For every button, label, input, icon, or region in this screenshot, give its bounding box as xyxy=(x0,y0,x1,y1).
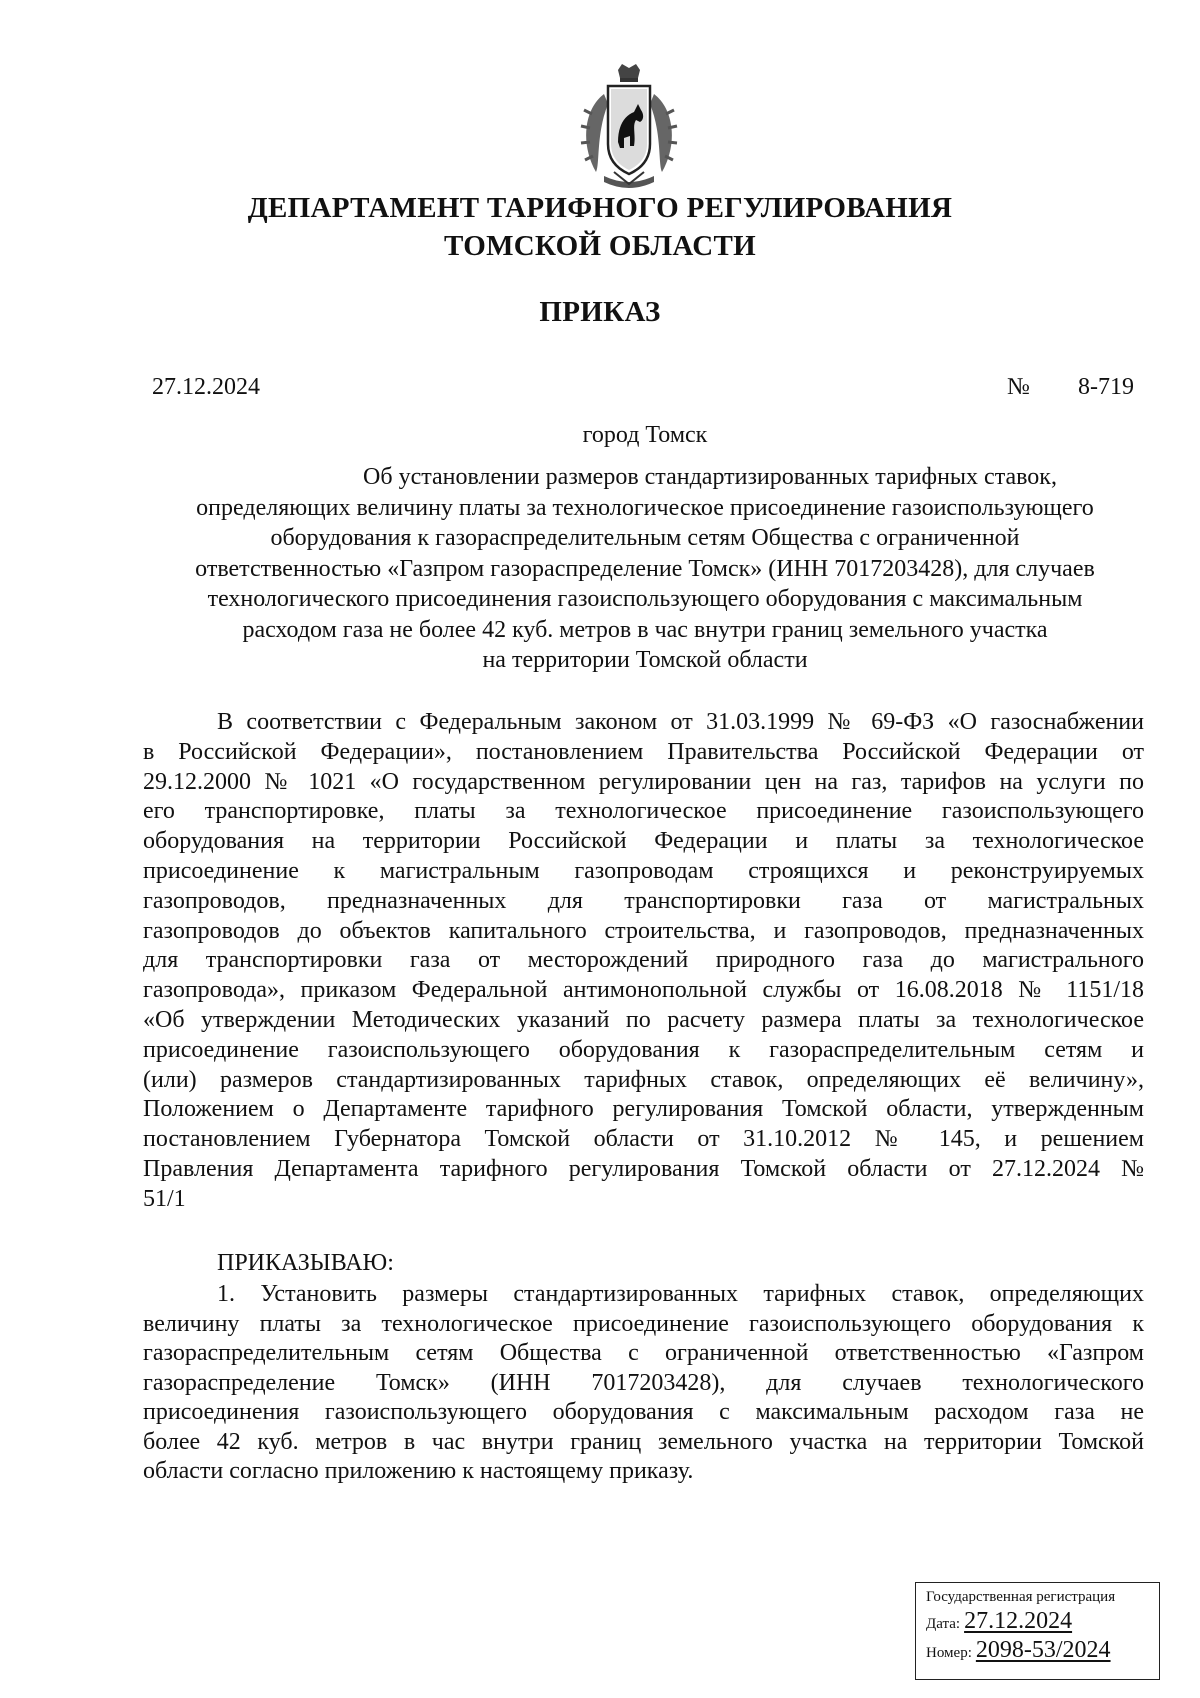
department-name-line2: ТОМСКОЙ ОБЛАСТИ xyxy=(444,230,756,262)
department-name-line1: ДЕПАРТАМЕНТ ТАРИФНОГО РЕГУЛИРОВАНИЯ xyxy=(247,192,953,224)
item-line: газораспределение Томск» (ИНН 7017203428), для случаев технологического xyxy=(143,1369,1144,1396)
city-name: город Томск xyxy=(582,422,708,448)
stamp-date-label: Дата: xyxy=(926,1616,961,1632)
title-line: определяющих величину платы за технологическое присоединение газоиспользующего xyxy=(196,494,1094,521)
title-line: ответственностью «Газпром газораспределение Томск» (ИНН 7017203428), для случаев xyxy=(195,555,1095,582)
preamble-line: присоединение к магистральным газопроводам строящихся и реконструируемых xyxy=(143,857,1144,884)
preamble-line: В соответствии с Федеральным законом от 31.03.1999 № 69-ФЗ «О газоснабжении xyxy=(217,709,1144,735)
preamble-line: постановлением Губернатора Томской области от 31.10.2012 № 145, и решением xyxy=(143,1126,1144,1153)
order-item-1 xyxy=(143,1280,1144,1487)
preamble-line: 29.12.2000 № 1021 «О государственном регулировании цен на газ, тарифов на услуги по xyxy=(143,768,1144,795)
preamble-line: газопровода», приказом Федеральной антимонопольной службы от 16.08.2018 № 1151/18 xyxy=(143,977,1144,1004)
crest-svg xyxy=(574,64,684,192)
title-line: технологического присоединения газоиспользующего оборудования с максимальным xyxy=(207,586,1083,612)
title-line: Об установлении размеров стандартизированных тарифных ставок, xyxy=(363,464,1057,490)
title-line: расходом газа не более 42 куб. метров в час внутри границ земельного участка xyxy=(242,616,1048,643)
registration-stamp xyxy=(915,1582,1160,1680)
preamble-line: Положением о Департаменте тарифного регулирования Томской области, утвержденным xyxy=(143,1096,1144,1123)
title-line: на территории Томской области xyxy=(482,647,808,673)
order-title xyxy=(140,462,1150,676)
stamp-number-row xyxy=(926,1637,1151,1664)
document-type: ПРИКАЗ xyxy=(539,296,661,328)
preamble-line: газопроводов, предназначенных для транспортировки газа от магистральных xyxy=(143,887,1144,914)
preamble-line: «Об утверждении Методических указаний по расчету размера платы за технологическое xyxy=(143,1006,1144,1033)
item-line: величину платы за технологическое присоединение газоиспользующего оборудования к xyxy=(143,1310,1144,1337)
item-line: присоединения газоиспользующего оборудования с максимальным расходом газа не xyxy=(143,1399,1144,1425)
orders-heading: ПРИКАЗЫВАЮ: xyxy=(217,1250,394,1276)
item-line: более 42 куб. метров в час внутри границ земельного участка на территории Томской xyxy=(143,1428,1144,1455)
preamble-line: 51/1 xyxy=(143,1185,186,1212)
preamble-line: его транспортировке, платы за технологическое присоединение газоиспользующего xyxy=(143,798,1144,825)
preamble-line: Правления Департамента тарифного регулирования Томской области от 27.12.2024 № xyxy=(143,1155,1144,1182)
preamble-line: оборудования на территории Российской Федерации и платы за технологическое xyxy=(143,828,1144,855)
stamp-date-row xyxy=(926,1608,1151,1635)
preamble-line: присоединение газоиспользующего оборудования к газораспределительным сетям и xyxy=(143,1036,1144,1063)
preamble-line: (или) размеров стандартизированных тарифных ставок, определяющих её величину», xyxy=(143,1066,1144,1093)
item-line: области согласно приложению к настоящему приказу. xyxy=(143,1458,694,1484)
stamp-number-value: 2098-53/2024 xyxy=(975,1637,1111,1663)
preamble-line: в Российской Федерации», постановлением Правительства Российской Федерации от xyxy=(143,738,1144,765)
coat-of-arms-icon xyxy=(574,64,684,192)
item-line: 1. Установить размеры стандартизированных тарифных ставок, определяющих xyxy=(217,1281,1144,1307)
order-number: 8-719 xyxy=(1078,374,1134,400)
preamble-line: газопроводов до объектов капитального строительства, и газопроводов, предназначенных xyxy=(143,917,1144,944)
stamp-title: Государственная регистрация xyxy=(926,1589,1116,1605)
preamble-line: для транспортировки газа от месторождений природного газа до магистрального xyxy=(143,947,1144,974)
preamble-paragraph xyxy=(143,708,1144,1215)
item-line: газораспределительным сетям Общества с ограниченной ответственностью «Газпром xyxy=(143,1340,1144,1366)
stamp-number-label: Номер: xyxy=(926,1645,972,1661)
stamp-date-value: 27.12.2024 xyxy=(964,1608,1073,1634)
order-date: 27.12.2024 xyxy=(152,374,260,400)
title-line: оборудования к газораспределительным сетям Общества с ограниченной xyxy=(270,525,1020,551)
number-sign: № xyxy=(1007,374,1030,400)
